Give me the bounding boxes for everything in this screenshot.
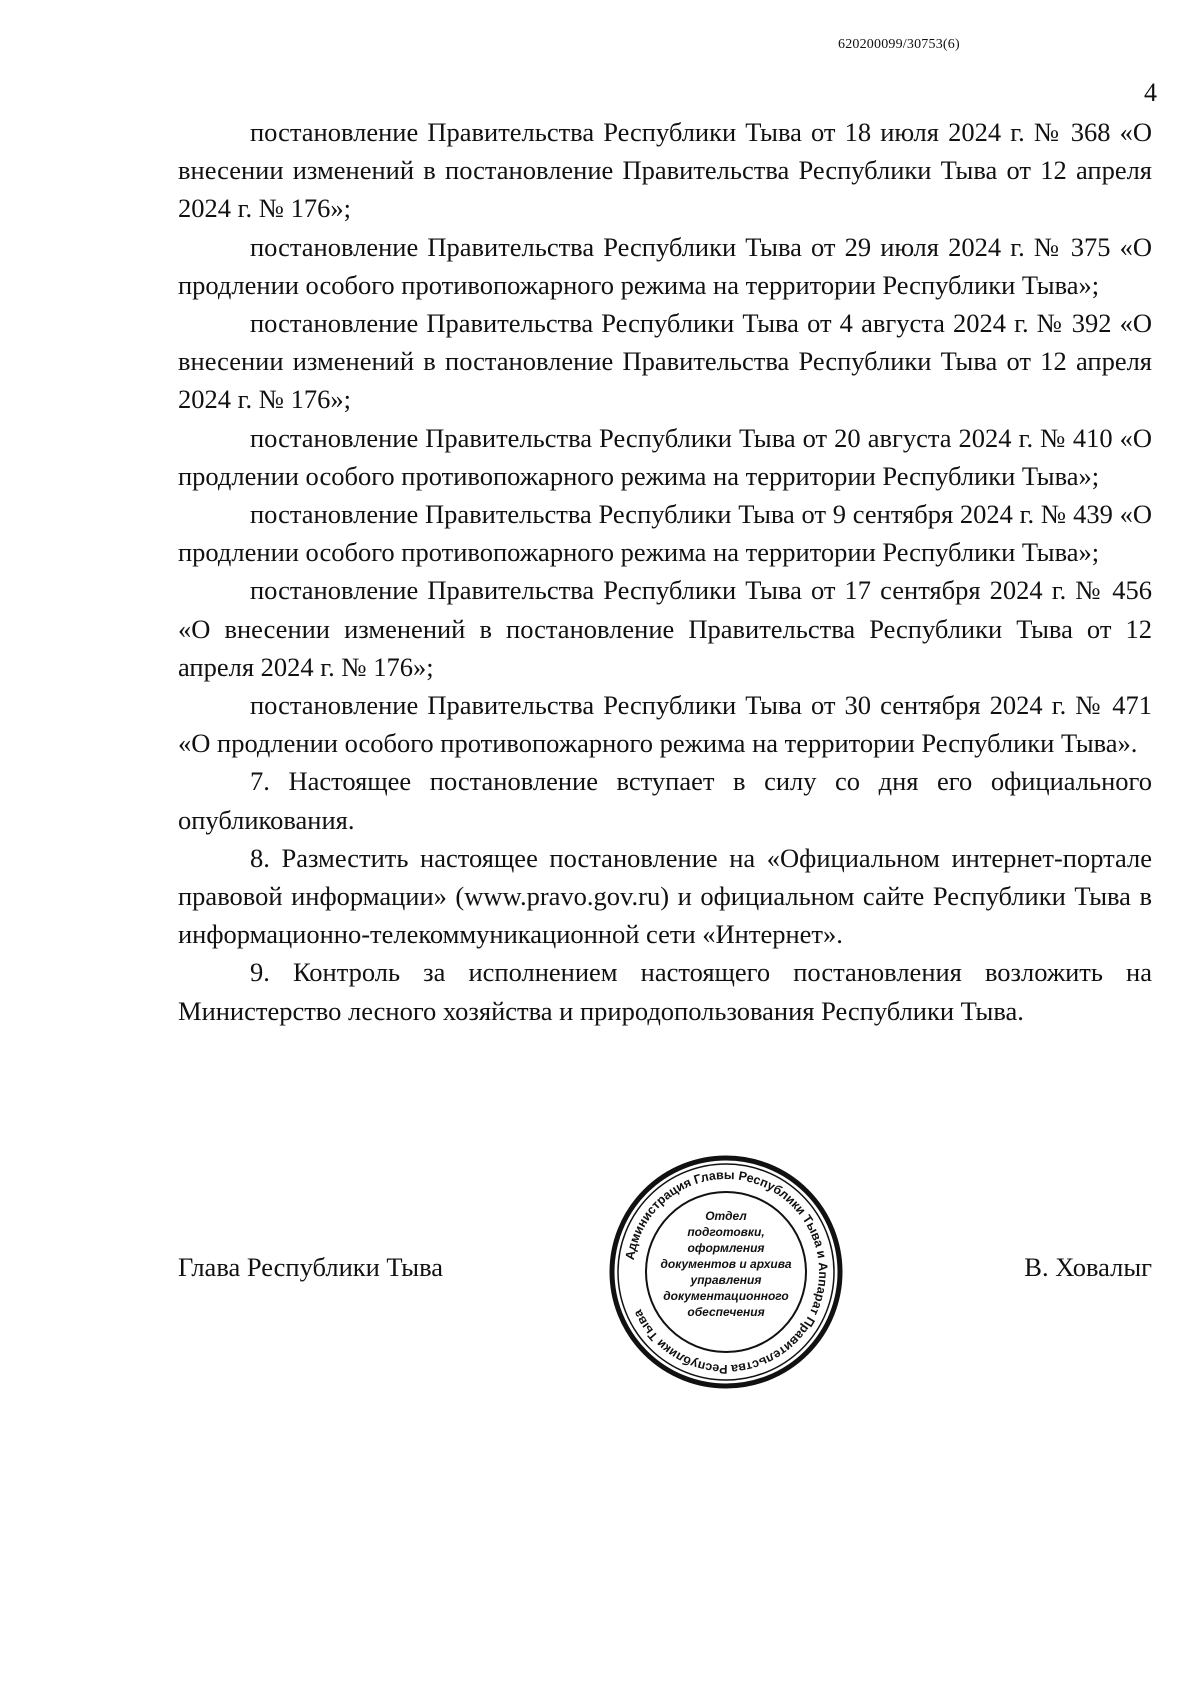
paragraph: постановление Правительства Республики Тыва от 29 июля 2024 г. № 375 «О продлении особого противопожарного режима на территории Республики Тыва»; <box>178 231 1152 300</box>
seal-center-line: управления <box>690 1273 762 1287</box>
paragraph: постановление Правительства Республики Тыва от 30 сентября 2024 г. № 471 «О продлении особого противопожарного режима на территории Республики Тыва». <box>178 690 1152 759</box>
paragraph: постановление Правительства Республики Тыва от 17 сентября 2024 г. № 456 «О внесении изменений в постановление Правительства Республики Тыва от 12 апреля 2024 г. № 176»; <box>178 575 1152 682</box>
paragraph: 8. Разместить настоящее постановление на «Официальном интернет-портале правовой информации» (www.pravo.gov.ru) и официальном сайте Республики Тыва в информационно-телекоммуникационной сети «Интернет». <box>178 842 1152 950</box>
seal-inner-ring <box>618 1164 834 1380</box>
paragraph: постановление Правительства Республики Тыва от 18 июля 2024 г. № 368 «О внесении изменений в постановление Правительства Республики Тыва от 12 апреля 2024 г. № 176»; <box>178 117 1152 224</box>
signatory-name: В. Ховалыг <box>1024 1252 1152 1282</box>
paragraph: постановление Правительства Республики Тыва от 9 сентября 2024 г. № 439 «О продлении особого противопожарного режима на территории Республики Тыва»; <box>178 499 1152 568</box>
seal-center-line: документационного <box>663 1289 789 1303</box>
paragraph: постановление Правительства Республики Тыва от 20 августа 2024 г. № 410 «О продлении особого противопожарного режима на территории Республики Тыва»; <box>178 422 1152 491</box>
seal-center-line: подготовки, <box>687 1225 765 1239</box>
document-number: 620200099/30753(6) <box>838 37 960 52</box>
seal-center-line: обеспечения <box>687 1305 765 1319</box>
official-seal <box>606 1152 846 1392</box>
signatory-position: Глава Республики Тыва <box>178 1252 444 1282</box>
paragraph: 9. Контроль за исполнением настоящего постановления возложить на Министерство лесного хозяйства и природопользования Республики Тыва. <box>178 957 1152 1026</box>
seal-center-line: Отдел <box>705 1209 747 1223</box>
paragraph: 7. Настоящее постановление вступает в силу со дня его официального опубликования. <box>178 766 1152 835</box>
paragraph: постановление Правительства Республики Тыва от 4 августа 2024 г. № 392 «О внесении изменений в постановление Правительства Республики Тыва от 12 апреля 2024 г. № 176»; <box>178 308 1152 415</box>
page-number: 4 <box>1144 78 1157 107</box>
seal-center-line: документов и архива <box>660 1257 792 1271</box>
document-body <box>178 113 1152 1030</box>
seal-center-line: оформления <box>687 1241 765 1255</box>
seal-ring-text: Администрация Главы Республики Тыва и Аппарат Правительства Республики Тыва <box>622 1167 831 1377</box>
